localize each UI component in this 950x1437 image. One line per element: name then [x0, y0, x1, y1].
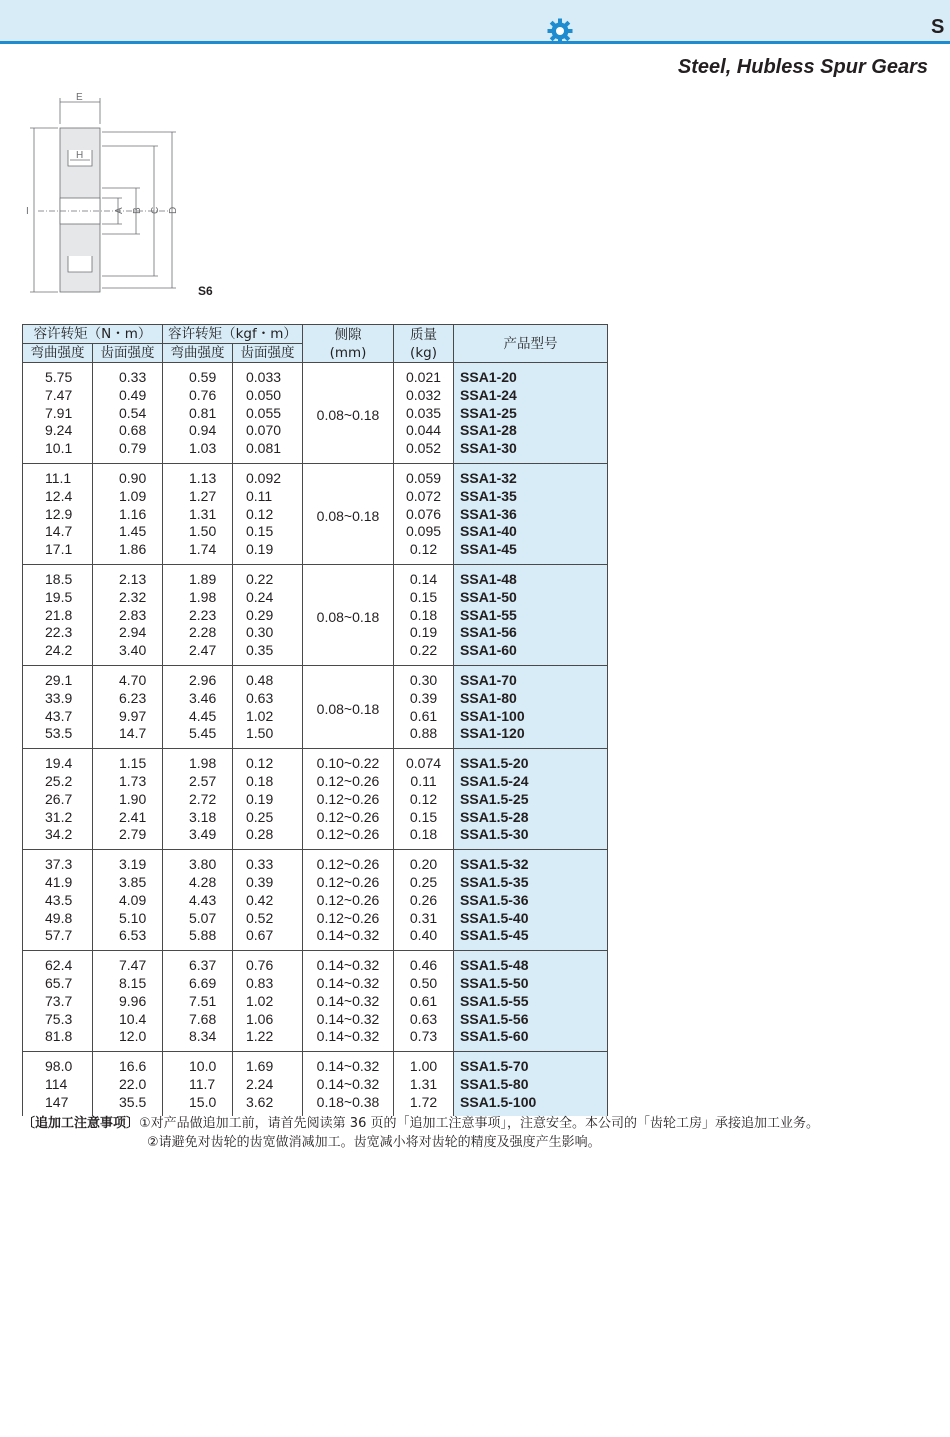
notes-label: 〔追加工注意事项〕: [22, 1116, 140, 1131]
dim-label-e: E: [76, 92, 83, 103]
cell-model: SSA1-20: [454, 363, 608, 387]
cell-bending-nm: 18.5: [23, 564, 93, 588]
cell-bending-nm: 29.1: [23, 665, 93, 689]
spec-table-body: [23, 363, 608, 1117]
cell-surface-nm: 3.40: [93, 642, 163, 665]
cell-model: SSA1-28: [454, 422, 608, 440]
cell-bending-nm: 19.5: [23, 589, 93, 607]
cell-model: SSA1-45: [454, 541, 608, 564]
dim-label-b: B: [132, 207, 143, 214]
cell-surface-kgfm: 0.15: [233, 523, 303, 541]
notes-line-1: ①对产品做追加工前，请首先阅读第 36 页的「追加工注意事项」，注意安全。本公司的「齿轮工房」承接追加工业务。: [139, 1116, 819, 1131]
cell-model: SSA1-48: [454, 564, 608, 588]
header-torque-kgfm: 容许转矩（kgf・m）: [163, 325, 303, 344]
cell-mass: 0.19: [394, 624, 454, 642]
cell-mass: 0.12: [394, 541, 454, 564]
cell-bending-kgfm: 11.7: [163, 1076, 233, 1094]
cell-surface-nm: 4.09: [93, 892, 163, 910]
cell-bending-nm: 10.1: [23, 440, 93, 463]
cell-mass: 0.021: [394, 363, 454, 387]
cell-surface-kgfm: 2.24: [233, 1076, 303, 1094]
table-row: [23, 993, 608, 1011]
cell-surface-kgfm: 1.02: [233, 708, 303, 726]
cell-bending-kgfm: 1.89: [163, 564, 233, 588]
cell-surface-nm: 2.32: [93, 589, 163, 607]
cell-bending-kgfm: 10.0: [163, 1052, 233, 1076]
cell-mass: 0.052: [394, 440, 454, 463]
cell-model: SSA1-32: [454, 463, 608, 487]
cell-bending-nm: 33.9: [23, 690, 93, 708]
cell-model: SSA1.5-55: [454, 993, 608, 1011]
cell-backlash: 0.14~0.32: [303, 927, 394, 950]
cell-backlash: 0.14~0.32: [303, 1028, 394, 1051]
cell-surface-kgfm: 0.39: [233, 874, 303, 892]
cell-surface-kgfm: 0.050: [233, 387, 303, 405]
cell-bending-nm: 41.9: [23, 874, 93, 892]
cell-backlash: 0.14~0.32: [303, 951, 394, 975]
cell-bending-nm: 11.1: [23, 463, 93, 487]
cell-surface-nm: 1.15: [93, 749, 163, 773]
cell-surface-kgfm: 0.67: [233, 927, 303, 950]
cell-backlash: 0.12~0.26: [303, 910, 394, 928]
cell-mass: 0.18: [394, 826, 454, 849]
cell-mass: 0.39: [394, 690, 454, 708]
cell-bending-kgfm: 1.98: [163, 749, 233, 773]
header-surface-kgfm: 齿面强度: [233, 344, 303, 363]
cell-mass: 0.11: [394, 773, 454, 791]
table-row: [23, 927, 608, 950]
cell-bending-nm: 34.2: [23, 826, 93, 849]
cell-model: SSA1-100: [454, 708, 608, 726]
header-band: [0, 0, 950, 44]
cell-surface-nm: 35.5: [93, 1094, 163, 1117]
cell-surface-kgfm: 0.25: [233, 809, 303, 827]
cell-surface-nm: 22.0: [93, 1076, 163, 1094]
cell-surface-kgfm: 0.29: [233, 607, 303, 625]
cell-surface-kgfm: 0.11: [233, 488, 303, 506]
diagram-code: S6: [198, 284, 213, 298]
cell-mass: 1.31: [394, 1076, 454, 1094]
cell-bending-nm: 65.7: [23, 975, 93, 993]
cell-bending-kgfm: 4.43: [163, 892, 233, 910]
cell-bending-kgfm: 0.76: [163, 387, 233, 405]
cell-bending-kgfm: 1.50: [163, 523, 233, 541]
table-row: [23, 826, 608, 849]
cell-surface-kgfm: 0.19: [233, 541, 303, 564]
cell-mass: 0.072: [394, 488, 454, 506]
cell-model: SSA1-40: [454, 523, 608, 541]
table-row: [23, 1052, 608, 1076]
cell-surface-kgfm: 0.28: [233, 826, 303, 849]
cell-surface-kgfm: 0.22: [233, 564, 303, 588]
header-backlash-label: 侧隙: [334, 326, 362, 343]
cell-surface-kgfm: 1.06: [233, 1011, 303, 1029]
cell-surface-nm: 0.54: [93, 405, 163, 423]
table-row: [23, 1076, 608, 1094]
cell-surface-kgfm: 0.76: [233, 951, 303, 975]
cell-mass: 0.88: [394, 725, 454, 748]
cell-surface-kgfm: 0.63: [233, 690, 303, 708]
cell-surface-kgfm: 0.18: [233, 773, 303, 791]
cell-bending-kgfm: 3.18: [163, 809, 233, 827]
cell-bending-kgfm: 2.47: [163, 642, 233, 665]
cell-bending-nm: 57.7: [23, 927, 93, 950]
gear-icon: [547, 18, 573, 44]
cell-surface-nm: 0.68: [93, 422, 163, 440]
cell-bending-kgfm: 6.37: [163, 951, 233, 975]
cell-backlash: 0.12~0.26: [303, 892, 394, 910]
cell-mass: 0.30: [394, 665, 454, 689]
cell-model: SSA1-50: [454, 589, 608, 607]
cell-bending-kgfm: 2.96: [163, 665, 233, 689]
series-code: S: [931, 16, 945, 38]
cell-surface-kgfm: 0.30: [233, 624, 303, 642]
cell-bending-kgfm: 3.49: [163, 826, 233, 849]
cell-model: SSA1.5-50: [454, 975, 608, 993]
cell-backlash: 0.14~0.32: [303, 975, 394, 993]
table-row: [23, 1011, 608, 1029]
cell-surface-kgfm: 0.83: [233, 975, 303, 993]
cell-surface-nm: 4.70: [93, 665, 163, 689]
cell-model: SSA1.5-28: [454, 809, 608, 827]
cell-bending-kgfm: 1.03: [163, 440, 233, 463]
cell-surface-nm: 14.7: [93, 725, 163, 748]
header-surface-nm: 齿面强度: [93, 344, 163, 363]
cell-backlash: 0.18~0.38: [303, 1094, 394, 1117]
cell-model: SSA1.5-56: [454, 1011, 608, 1029]
table-row: [23, 850, 608, 874]
cell-backlash: 0.08~0.18: [303, 363, 394, 464]
cell-bending-nm: 37.3: [23, 850, 93, 874]
cell-bending-nm: 21.8: [23, 607, 93, 625]
cell-bending-nm: 17.1: [23, 541, 93, 564]
cell-surface-nm: 9.97: [93, 708, 163, 726]
cell-bending-nm: 114: [23, 1076, 93, 1094]
cell-mass: 0.059: [394, 463, 454, 487]
cell-model: SSA1.5-100: [454, 1094, 608, 1117]
cell-surface-kgfm: 1.50: [233, 725, 303, 748]
dim-label-h: H: [76, 150, 84, 161]
cell-bending-nm: 53.5: [23, 725, 93, 748]
cell-backlash: 0.14~0.32: [303, 1076, 394, 1094]
cell-mass: 0.14: [394, 564, 454, 588]
cell-mass: 0.22: [394, 642, 454, 665]
cell-mass: 0.63: [394, 1011, 454, 1029]
cell-mass: 0.074: [394, 749, 454, 773]
header-mass-label: 质量: [410, 326, 438, 343]
cell-mass: 0.61: [394, 708, 454, 726]
cell-bending-kgfm: 5.88: [163, 927, 233, 950]
notes-line-2: ②请避免对齿轮的齿宽做消减加工。齿宽减小将对齿轮的精度及强度产生影响。: [147, 1135, 601, 1150]
cell-mass: 0.61: [394, 993, 454, 1011]
cell-bending-kgfm: 5.45: [163, 725, 233, 748]
cell-bending-kgfm: 1.98: [163, 589, 233, 607]
cell-backlash: 0.14~0.32: [303, 1052, 394, 1076]
cell-mass: 0.46: [394, 951, 454, 975]
cell-surface-nm: 16.6: [93, 1052, 163, 1076]
cell-surface-nm: 2.79: [93, 826, 163, 849]
cell-surface-nm: 1.90: [93, 791, 163, 809]
cell-bending-nm: 22.3: [23, 624, 93, 642]
cell-mass: 0.25: [394, 874, 454, 892]
cell-surface-nm: 1.73: [93, 773, 163, 791]
cell-model: SSA1.5-25: [454, 791, 608, 809]
cell-surface-nm: 8.15: [93, 975, 163, 993]
cell-model: SSA1.5-40: [454, 910, 608, 928]
cell-mass: 0.40: [394, 927, 454, 950]
table-row: [23, 1028, 608, 1051]
dim-label-c: C: [150, 206, 161, 214]
cell-bending-nm: 12.9: [23, 506, 93, 524]
cell-bending-kgfm: 2.28: [163, 624, 233, 642]
cell-model: SSA1-70: [454, 665, 608, 689]
header-bending-kgfm: 弯曲强度: [163, 344, 233, 363]
cell-model: SSA1-35: [454, 488, 608, 506]
cell-surface-nm: 10.4: [93, 1011, 163, 1029]
cell-model: SSA1-80: [454, 690, 608, 708]
cell-mass: 0.044: [394, 422, 454, 440]
cell-mass: 0.50: [394, 975, 454, 993]
table-row: [23, 791, 608, 809]
cell-bending-nm: 43.5: [23, 892, 93, 910]
table-row: [23, 910, 608, 928]
cell-surface-nm: 9.96: [93, 993, 163, 1011]
cell-surface-kgfm: 3.62: [233, 1094, 303, 1117]
dim-label-a: A: [114, 207, 125, 214]
page-title: Steel, Hubless Spur Gears: [677, 56, 928, 78]
cell-model: SSA1.5-45: [454, 927, 608, 950]
cell-bending-kgfm: 2.72: [163, 791, 233, 809]
cell-model: SSA1.5-30: [454, 826, 608, 849]
cell-bending-kgfm: 15.0: [163, 1094, 233, 1117]
cell-bending-kgfm: 6.69: [163, 975, 233, 993]
cell-mass: 0.076: [394, 506, 454, 524]
cell-backlash: 0.12~0.26: [303, 850, 394, 874]
cell-surface-nm: 5.10: [93, 910, 163, 928]
cell-bending-nm: 49.8: [23, 910, 93, 928]
cell-surface-kgfm: 0.33: [233, 850, 303, 874]
cell-backlash: 0.14~0.32: [303, 1011, 394, 1029]
table-row: [23, 975, 608, 993]
cell-model: SSA1-25: [454, 405, 608, 423]
cell-backlash: 0.12~0.26: [303, 874, 394, 892]
cell-surface-kgfm: 1.69: [233, 1052, 303, 1076]
cell-backlash: 0.12~0.26: [303, 826, 394, 849]
cell-bending-kgfm: 4.45: [163, 708, 233, 726]
cell-mass: 0.15: [394, 589, 454, 607]
cell-mass: 1.00: [394, 1052, 454, 1076]
cell-surface-nm: 7.47: [93, 951, 163, 975]
cell-bending-nm: 43.7: [23, 708, 93, 726]
header-backlash-unit: (mm): [329, 344, 367, 361]
cell-backlash: 0.14~0.32: [303, 993, 394, 1011]
table-row: [23, 951, 608, 975]
cell-surface-kgfm: 0.033: [233, 363, 303, 387]
cell-model: SSA1-56: [454, 624, 608, 642]
cell-bending-kgfm: 3.80: [163, 850, 233, 874]
header-mass-unit: (kg): [410, 344, 437, 361]
cell-bending-nm: 5.75: [23, 363, 93, 387]
cell-surface-nm: 12.0: [93, 1028, 163, 1051]
table-row: [23, 564, 608, 588]
cell-backlash: 0.08~0.18: [303, 665, 394, 748]
cell-mass: 0.032: [394, 387, 454, 405]
cell-model: SSA1.5-60: [454, 1028, 608, 1051]
table-row: [23, 773, 608, 791]
cell-mass: 0.73: [394, 1028, 454, 1051]
cell-bending-kgfm: 0.94: [163, 422, 233, 440]
cell-surface-nm: 1.86: [93, 541, 163, 564]
cell-model: SSA1.5-80: [454, 1076, 608, 1094]
cell-model: SSA1.5-35: [454, 874, 608, 892]
cell-bending-kgfm: 3.46: [163, 690, 233, 708]
cell-bending-nm: 9.24: [23, 422, 93, 440]
cell-mass: 0.20: [394, 850, 454, 874]
table-row: [23, 749, 608, 773]
cell-surface-kgfm: 0.19: [233, 791, 303, 809]
cell-surface-nm: 2.13: [93, 564, 163, 588]
table-row: [23, 665, 608, 689]
cell-surface-kgfm: 0.48: [233, 665, 303, 689]
cell-mass: 0.26: [394, 892, 454, 910]
cell-surface-kgfm: 1.22: [233, 1028, 303, 1051]
cell-surface-nm: 2.94: [93, 624, 163, 642]
table-row: [23, 363, 608, 387]
cell-bending-kgfm: 7.51: [163, 993, 233, 1011]
cell-mass: 0.035: [394, 405, 454, 423]
cell-mass: 0.15: [394, 809, 454, 827]
cell-surface-nm: 1.16: [93, 506, 163, 524]
cell-bending-kgfm: 2.23: [163, 607, 233, 625]
cell-surface-kgfm: 1.02: [233, 993, 303, 1011]
table-row: [23, 809, 608, 827]
header-mass: [394, 325, 454, 363]
table-row: [23, 463, 608, 487]
spec-table: [22, 324, 608, 1116]
cell-bending-nm: 25.2: [23, 773, 93, 791]
cell-surface-kgfm: 0.12: [233, 506, 303, 524]
cell-model: SSA1-24: [454, 387, 608, 405]
cell-backlash: 0.12~0.26: [303, 791, 394, 809]
cell-surface-kgfm: 0.055: [233, 405, 303, 423]
cell-bending-nm: 7.91: [23, 405, 93, 423]
cell-bending-kgfm: 1.74: [163, 541, 233, 564]
header-model: 产品型号: [454, 325, 608, 363]
header-backlash: [303, 325, 394, 363]
cell-backlash: 0.12~0.26: [303, 773, 394, 791]
header-torque-nm: 容许转矩（N・m）: [23, 325, 163, 344]
cell-bending-kgfm: 1.27: [163, 488, 233, 506]
cell-surface-nm: 2.83: [93, 607, 163, 625]
cell-backlash: 0.12~0.26: [303, 809, 394, 827]
cell-surface-nm: 3.19: [93, 850, 163, 874]
cell-bending-kgfm: 1.13: [163, 463, 233, 487]
cell-model: SSA1-36: [454, 506, 608, 524]
cell-backlash: 0.10~0.22: [303, 749, 394, 773]
cell-surface-nm: 0.90: [93, 463, 163, 487]
cell-bending-kgfm: 8.34: [163, 1028, 233, 1051]
cell-mass: 1.72: [394, 1094, 454, 1117]
cell-mass: 0.095: [394, 523, 454, 541]
cell-model: SSA1-30: [454, 440, 608, 463]
cell-bending-nm: 62.4: [23, 951, 93, 975]
cell-model: SSA1.5-48: [454, 951, 608, 975]
cell-bending-nm: 75.3: [23, 1011, 93, 1029]
cell-bending-kgfm: 7.68: [163, 1011, 233, 1029]
cell-bending-nm: 31.2: [23, 809, 93, 827]
table-row: [23, 892, 608, 910]
cell-backlash: 0.08~0.18: [303, 564, 394, 665]
cell-bending-nm: 147: [23, 1094, 93, 1117]
cell-model: SSA1-55: [454, 607, 608, 625]
cell-model: SSA1.5-36: [454, 892, 608, 910]
cell-surface-kgfm: 0.081: [233, 440, 303, 463]
cell-bending-nm: 14.7: [23, 523, 93, 541]
cell-bending-kgfm: 0.59: [163, 363, 233, 387]
cell-surface-kgfm: 0.52: [233, 910, 303, 928]
cell-surface-kgfm: 0.35: [233, 642, 303, 665]
dim-label-i: I: [26, 206, 29, 217]
cell-surface-kgfm: 0.092: [233, 463, 303, 487]
cell-surface-nm: 2.41: [93, 809, 163, 827]
cell-bending-kgfm: 1.31: [163, 506, 233, 524]
cell-surface-nm: 6.53: [93, 927, 163, 950]
cell-bending-nm: 73.7: [23, 993, 93, 1011]
cell-backlash: 0.08~0.18: [303, 463, 394, 564]
cell-bending-nm: 24.2: [23, 642, 93, 665]
notes: [22, 1114, 819, 1152]
cell-model: SSA1.5-24: [454, 773, 608, 791]
cell-mass: 0.12: [394, 791, 454, 809]
cell-surface-kgfm: 0.070: [233, 422, 303, 440]
gear-dimension-diagram: [18, 88, 218, 302]
cell-surface-kgfm: 0.24: [233, 589, 303, 607]
cell-surface-nm: 3.85: [93, 874, 163, 892]
cell-model: SSA1.5-32: [454, 850, 608, 874]
cell-bending-nm: 26.7: [23, 791, 93, 809]
cell-surface-nm: 0.49: [93, 387, 163, 405]
cell-model: SSA1-60: [454, 642, 608, 665]
cell-bending-nm: 12.4: [23, 488, 93, 506]
cell-mass: 0.18: [394, 607, 454, 625]
cell-bending-kgfm: 5.07: [163, 910, 233, 928]
cell-surface-nm: 0.33: [93, 363, 163, 387]
cell-bending-nm: 98.0: [23, 1052, 93, 1076]
cell-surface-kgfm: 0.12: [233, 749, 303, 773]
cell-bending-nm: 7.47: [23, 387, 93, 405]
cell-bending-nm: 19.4: [23, 749, 93, 773]
cell-bending-nm: 81.8: [23, 1028, 93, 1051]
cell-bending-kgfm: 2.57: [163, 773, 233, 791]
dim-label-d: D: [168, 206, 179, 214]
cell-model: SSA1-120: [454, 725, 608, 748]
table-row: [23, 874, 608, 892]
cell-bending-kgfm: 4.28: [163, 874, 233, 892]
cell-mass: 0.31: [394, 910, 454, 928]
cell-model: SSA1.5-70: [454, 1052, 608, 1076]
cell-surface-nm: 1.09: [93, 488, 163, 506]
cell-surface-nm: 6.23: [93, 690, 163, 708]
cell-bending-kgfm: 0.81: [163, 405, 233, 423]
cell-model: SSA1.5-20: [454, 749, 608, 773]
cell-surface-nm: 0.79: [93, 440, 163, 463]
cell-surface-nm: 1.45: [93, 523, 163, 541]
cell-surface-kgfm: 0.42: [233, 892, 303, 910]
header-bending-nm: 弯曲强度: [23, 344, 93, 363]
